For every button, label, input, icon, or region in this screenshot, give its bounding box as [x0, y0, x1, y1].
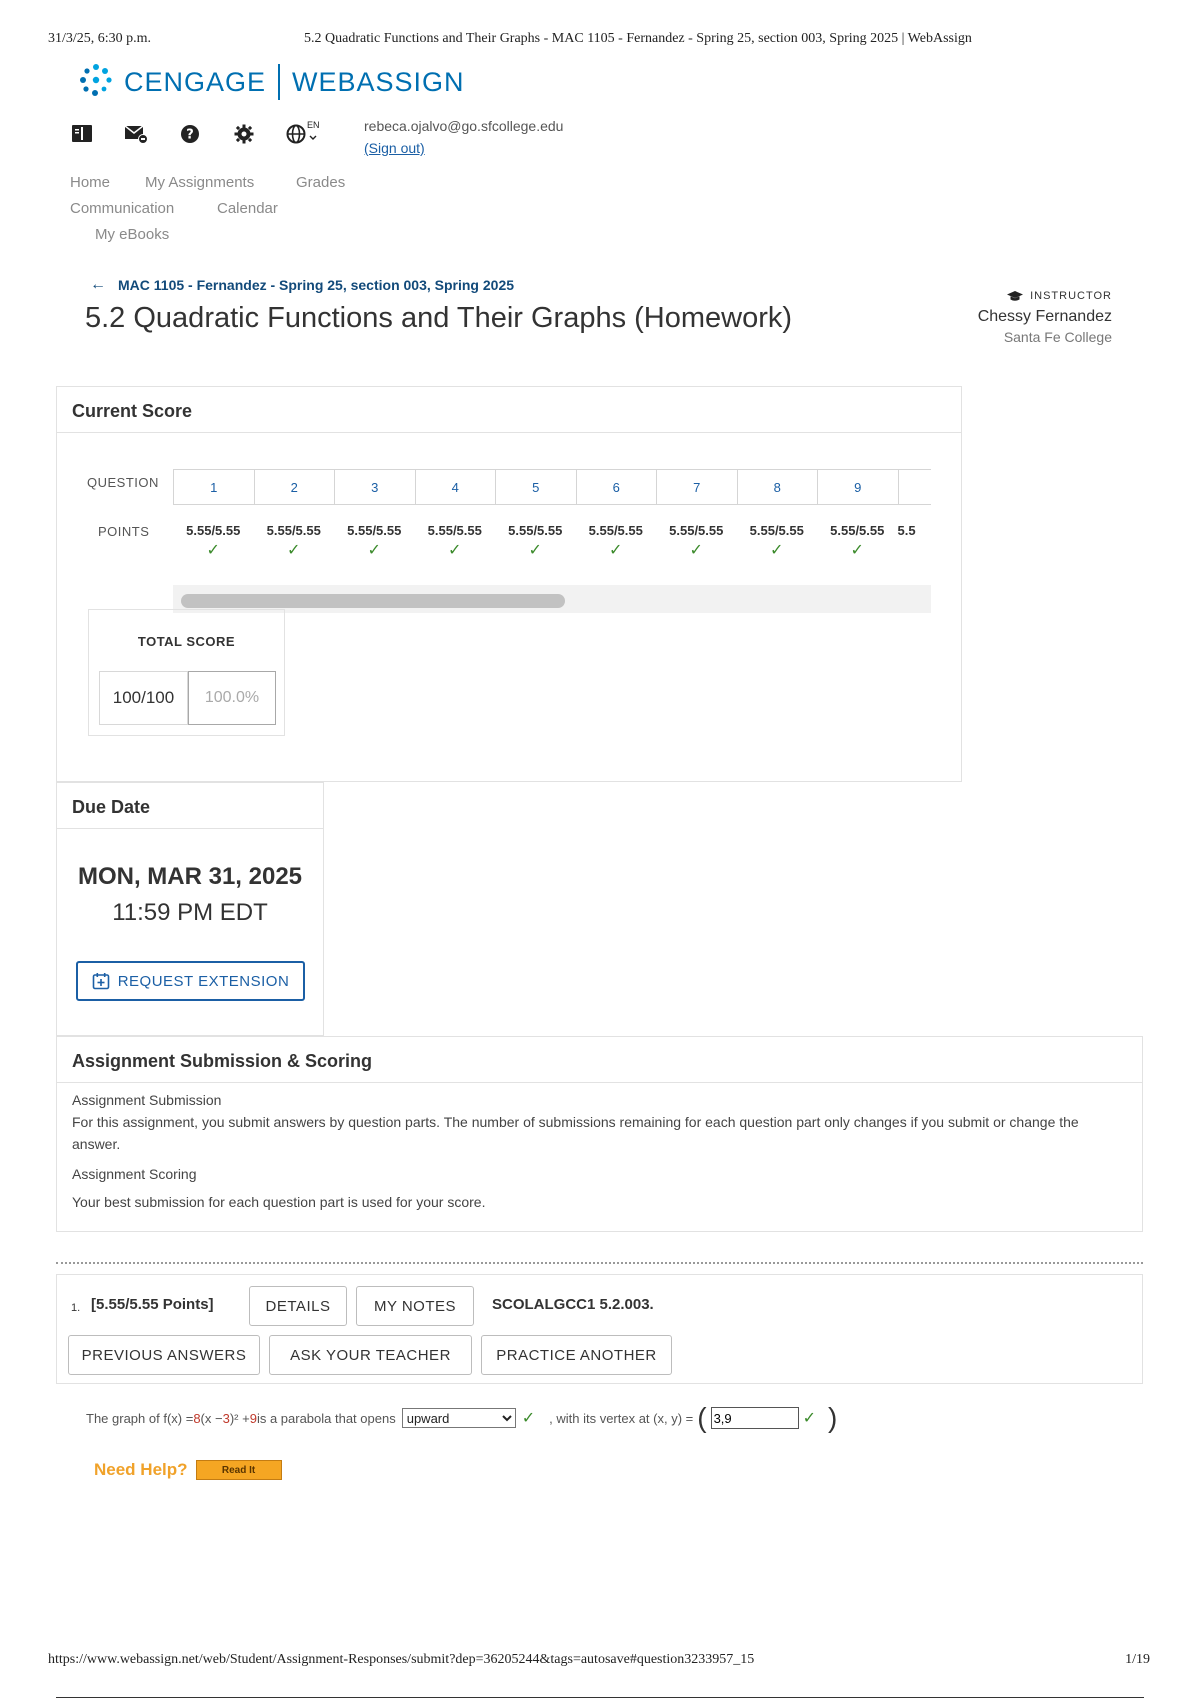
points-value: 5.55/5.55 [749, 523, 804, 538]
question-code: SCOLALGCC1 5.2.003. [492, 1296, 654, 1313]
current-score-heading: Current Score [57, 387, 961, 433]
open-paren: ( [697, 1402, 707, 1433]
instructor-school: Santa Fe College [1003, 329, 1112, 345]
chevron-down-icon [309, 135, 317, 141]
points-value: 5.55/5.55 [347, 523, 402, 538]
breadcrumb-course: MAC 1105 - Fernandez - Spring 25, section 003, Spring 2025 [118, 277, 515, 293]
question-row-label: QUESTION [87, 475, 159, 490]
question-prompt [86, 1402, 841, 1434]
footer-rule [56, 1697, 1144, 1698]
question-link[interactable]: 8 [737, 469, 819, 505]
user-email: rebeca.ojalvo@go.sfcollege.edu [364, 118, 564, 134]
prompt-text-mid: is a parabola that opens [256, 1410, 396, 1426]
points-value: 5.55/5.55 [830, 523, 885, 538]
need-help-label: Need Help? [94, 1460, 188, 1479]
my-notes-button[interactable]: MY NOTES [356, 1286, 474, 1326]
read-it-button[interactable]: Read It [196, 1460, 282, 1480]
question-header-card [56, 1274, 1143, 1384]
formula-h: 3 [222, 1410, 230, 1426]
question-points-label: [5.55/5.55 Points] [91, 1296, 214, 1313]
svg-text:?: ? [186, 127, 194, 143]
back-arrow-icon: ← [90, 276, 106, 293]
section-divider [56, 1262, 1143, 1264]
check-icon: ✓ [206, 542, 220, 559]
question-link[interactable]: 5 [495, 469, 577, 505]
points-value: 5.55/5.55 [186, 523, 241, 538]
due-time-value: 11:59 PM EDT [112, 899, 268, 926]
request-extension-button[interactable] [76, 961, 305, 1001]
check-icon: ✓ [367, 542, 381, 559]
nav-my-assignments[interactable]: My Assignments [145, 174, 255, 191]
nav-home[interactable]: Home [70, 174, 111, 191]
prompt-text-start: The graph of f(x) = [86, 1410, 194, 1426]
check-icon: ✓ [850, 542, 864, 559]
question-points [656, 523, 737, 560]
current-score-card [56, 386, 962, 782]
graduation-cap-icon [1006, 290, 1024, 302]
question-points [898, 523, 932, 560]
formula-mid: (x − [200, 1410, 223, 1426]
brand-divider [278, 64, 280, 100]
question-link[interactable] [898, 469, 932, 505]
question-points [173, 523, 254, 560]
brand-logo[interactable] [76, 60, 465, 104]
submission-scoring-heading: Assignment Submission & Scoring [57, 1037, 1142, 1083]
check-icon: ✓ [287, 542, 301, 559]
check-icon: ✓ [802, 1410, 816, 1427]
messages-icon[interactable] [124, 122, 148, 146]
nav-grades[interactable]: Grades [296, 174, 346, 191]
total-score-label: TOTAL SCORE [137, 634, 236, 649]
help-icon[interactable] [178, 122, 202, 146]
question-link[interactable]: 3 [334, 469, 416, 505]
scoring-text: Your best submission for each question part is used for your score. [72, 1194, 486, 1210]
cengage-logo-icon [76, 62, 116, 102]
due-date-card [56, 782, 324, 1036]
question-link[interactable]: 4 [415, 469, 497, 505]
question-points [495, 523, 576, 560]
nav-calendar[interactable]: Calendar [217, 200, 278, 217]
opens-direction-select[interactable] [402, 1408, 516, 1428]
question-points [334, 523, 415, 560]
question-points [817, 523, 898, 560]
submission-title: Assignment Submission [72, 1092, 222, 1108]
question-link[interactable]: 9 [817, 469, 899, 505]
formula-exponent: )² + [229, 1410, 250, 1426]
language-selector[interactable] [286, 122, 318, 146]
footer-page-number: 1/19 [1125, 1652, 1150, 1667]
scoring-title: Assignment Scoring [72, 1166, 197, 1182]
toolbar [70, 122, 348, 146]
print-document-title: 5.2 Quadratic Functions and Their Graphs - MAC 1105 - Fernandez - Spring 25, section 003, Spring 2025 | WebAssign [304, 31, 972, 46]
question-link[interactable]: 6 [576, 469, 658, 505]
user-info [364, 115, 563, 159]
question-points [254, 523, 335, 560]
breadcrumb[interactable] [90, 276, 514, 294]
globe-icon [286, 124, 306, 144]
brand-cengage-text: CENGAGE [124, 66, 267, 97]
previous-answers-button[interactable]: PREVIOUS ANSWERS [68, 1335, 260, 1375]
submission-scoring-card [56, 1036, 1143, 1232]
question-link[interactable]: 7 [656, 469, 738, 505]
points-row-label: POINTS [98, 524, 150, 539]
nav-communication[interactable]: Communication [70, 200, 175, 217]
question-points [415, 523, 496, 560]
points-value: 5.55/5.55 [266, 523, 321, 538]
footer-url: https://www.webassign.net/web/Student/Assignment-Responses/submit?dep=36205244&tags=autosave#question3233957_15 [48, 1652, 755, 1667]
calendar-plus-icon [92, 972, 110, 990]
question-points [737, 523, 818, 560]
page-title: 5.2 Quadratic Functions and Their Graphs (Homework) [85, 302, 793, 334]
sign-out-link[interactable]: (Sign out) [364, 140, 425, 156]
points-row [173, 523, 931, 560]
brand-webassign-text: WEBASSIGN [292, 66, 465, 97]
check-icon: ✓ [448, 542, 462, 559]
question-number: 1. [71, 1302, 81, 1314]
book-icon[interactable] [70, 122, 94, 146]
vertex-input[interactable] [711, 1407, 799, 1429]
due-date-value: MON, MAR 31, 2025 [77, 863, 303, 890]
question-link[interactable]: 2 [254, 469, 336, 505]
practice-another-button[interactable]: PRACTICE ANOTHER [481, 1335, 672, 1375]
need-help [94, 1460, 282, 1480]
points-value: 5.55/5.55 [588, 523, 643, 538]
points-value: 5.55/5.55 [508, 523, 563, 538]
check-icon: ✓ [689, 542, 703, 559]
points-value: 5.55/5.55 [669, 523, 724, 538]
points-value: 5.55/5.55 [427, 523, 482, 538]
nav-my-ebooks[interactable]: My eBooks [95, 226, 170, 243]
total-score-value: 100/100 [99, 671, 188, 725]
check-icon: ✓ [528, 542, 542, 559]
scrollbar-thumb[interactable] [181, 594, 565, 608]
total-score-percent: 100.0% [188, 671, 276, 725]
instructor-label [978, 290, 1112, 302]
submission-text: For this assignment, you submit answers by question parts. The number of submissions remaining for each question part only changes if you submit or change the answer. [72, 1114, 1079, 1152]
points-value: 5.5 [897, 523, 916, 538]
prompt-text-vertex: , with its vertex at (x, y) = [549, 1410, 694, 1426]
formula-k: 9 [249, 1410, 257, 1426]
request-extension-label: REQUEST EXTENSION [117, 972, 290, 990]
horizontal-scrollbar[interactable] [173, 585, 931, 613]
language-code: EN [307, 120, 320, 130]
check-icon: ✓ [609, 542, 623, 559]
ask-your-teacher-button[interactable]: ASK YOUR TEACHER [269, 1335, 472, 1375]
instructor-name: Chessy Fernandez [977, 308, 1112, 325]
check-icon: ✓ [770, 542, 784, 559]
submission-scoring-body [57, 1083, 1142, 1227]
details-button[interactable]: DETAILS [249, 1286, 347, 1326]
close-paren: ) [827, 1402, 838, 1433]
instructor-label-text: INSTRUCTOR [1030, 290, 1112, 302]
question-number-row [173, 469, 931, 505]
question-link[interactable]: 1 [173, 469, 255, 505]
instructor-info [978, 290, 1112, 345]
settings-gear-icon[interactable] [232, 122, 256, 146]
print-timestamp: 31/3/25, 6:30 p.m. [48, 31, 152, 46]
due-date-heading: Due Date [57, 783, 323, 829]
question-points [576, 523, 657, 560]
formula-coefficient: 8 [193, 1410, 201, 1426]
check-icon: ✓ [521, 1410, 536, 1427]
total-score-box [88, 609, 285, 736]
